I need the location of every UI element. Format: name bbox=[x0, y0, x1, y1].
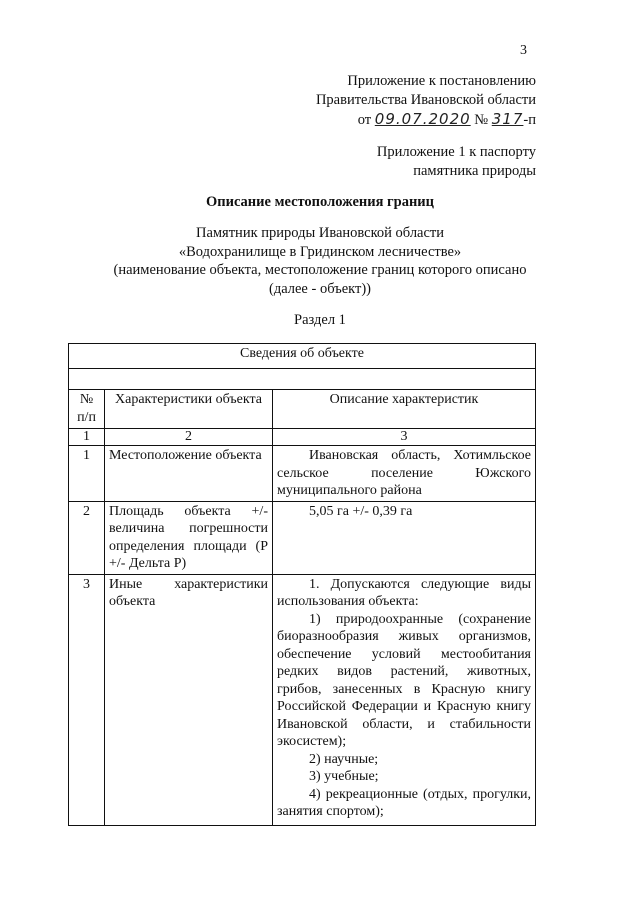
row-number: 3 bbox=[69, 574, 105, 825]
appendix-date-line bbox=[316, 110, 536, 130]
row-description: Ивановская область, Хотимльское сельское поселение Южского муниципального района bbox=[273, 446, 536, 502]
passport-line-1: Приложение 1 к паспорту bbox=[376, 144, 536, 160]
row-characteristic: Иные характеристики объекта bbox=[105, 574, 273, 825]
appendix-line-2: Правительства Ивановской области bbox=[315, 92, 536, 108]
appendix-header bbox=[316, 72, 536, 130]
subject-line-1: Памятник природы Ивановской области bbox=[195, 225, 445, 241]
document-title: Описание местоположения границ bbox=[205, 194, 435, 210]
table-spacer-row bbox=[69, 369, 536, 390]
table-title: Сведения об объекте bbox=[69, 344, 536, 369]
section-heading: Раздел 1 bbox=[294, 312, 346, 328]
appendix-line-1: Приложение к постановлению bbox=[347, 73, 536, 89]
paragraph: 4) рекреационные (отдых, прогулки, занятия спортом); bbox=[277, 786, 531, 819]
subject-line-4: (далее - объект)) bbox=[268, 280, 371, 297]
passport-line-2: памятника природы bbox=[413, 163, 536, 179]
row-description: 5,05 га +/- 0,39 га bbox=[273, 501, 536, 574]
row-description bbox=[273, 574, 536, 825]
number-suffix: -п bbox=[523, 112, 536, 128]
row-number: 1 bbox=[69, 446, 105, 502]
row-characteristic: Местоположение объекта bbox=[105, 446, 273, 502]
subject-line-2: «Водохранилище в Гридинском лесничестве» bbox=[178, 243, 462, 260]
handwritten-number: 317 bbox=[491, 110, 524, 128]
object-info-table bbox=[68, 343, 536, 826]
header-characteristic: Характеристики объекта bbox=[105, 390, 273, 429]
index-cell: 1 bbox=[69, 429, 105, 446]
paragraph: 3) учебные; bbox=[309, 769, 379, 784]
index-cell: 3 bbox=[273, 429, 536, 446]
paragraph: 1. Допускаются следующие виды использования объекта: bbox=[277, 576, 531, 609]
header-number: № п/п bbox=[69, 390, 105, 429]
passport-header bbox=[377, 143, 536, 181]
table-header-row bbox=[69, 390, 536, 429]
table-row bbox=[69, 446, 536, 502]
header-description: Описание характеристик bbox=[273, 390, 536, 429]
number-label: № bbox=[474, 112, 489, 128]
paragraph: 1) природоохранные (сохранение биоразнообразия живых организмов, обеспечение условий местообитания редких видов растений, животных, грибов, занесенных в Красную книгу Российской Федерации и Красную книгу Ивановской области, и стабильности экосистем); bbox=[277, 611, 531, 749]
row-characteristic: Площадь объекта +/- величина погрешности определения площади (Р +/- Дельта Р) bbox=[105, 501, 273, 574]
paragraph: 2) научные; bbox=[309, 751, 379, 767]
index-cell: 2 bbox=[105, 429, 273, 446]
object-subject bbox=[0, 224, 640, 298]
from-label: от bbox=[357, 112, 372, 128]
handwritten-date: 09.07.2020 bbox=[374, 110, 471, 128]
subject-line-3: (наименование объекта, местоположение границ которого описано bbox=[113, 262, 527, 278]
table-row bbox=[69, 501, 536, 574]
table-row bbox=[69, 574, 536, 825]
page-number: 3 bbox=[520, 43, 527, 58]
row-number: 2 bbox=[69, 501, 105, 574]
table-index-row bbox=[69, 429, 536, 446]
